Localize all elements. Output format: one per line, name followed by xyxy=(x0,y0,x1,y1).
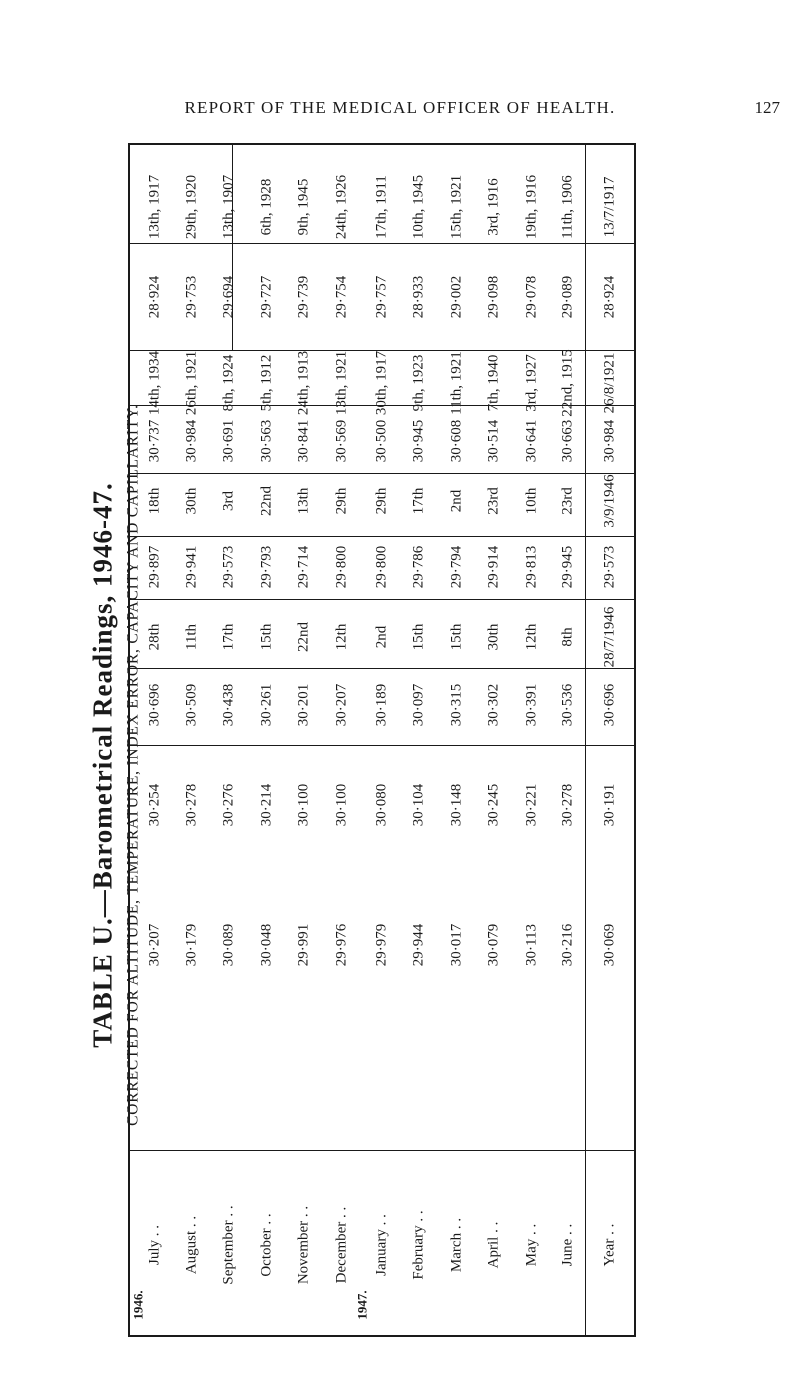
cell-lowest: 29·897 xyxy=(146,545,163,589)
cell-h40_val: 30·514 xyxy=(485,419,502,463)
cell-high_date: 15th xyxy=(410,623,427,651)
cell-month: June . . xyxy=(559,1223,576,1267)
cell-low_date: 29th xyxy=(333,487,350,515)
cell-h40_val: 30·663 xyxy=(559,419,576,463)
cell-highest: 30·696 xyxy=(146,683,163,727)
cell-lowest: 29·945 xyxy=(559,545,576,589)
cell-h40_val: 30·984 xyxy=(183,419,200,463)
page-number: 127 xyxy=(754,98,780,117)
cell-h40_date: 22nd, 1915 xyxy=(559,349,576,417)
cell-l40_val: 29·753 xyxy=(183,275,200,319)
cell-l40_val: 29·739 xyxy=(295,275,312,319)
cell-low_date: 3rd xyxy=(220,491,237,511)
cell-high_date: 22nd xyxy=(295,622,312,652)
cell-h40_val: 30·641 xyxy=(523,419,540,463)
cell-mean: 30·113 xyxy=(523,924,540,966)
cell-month: September . . xyxy=(220,1205,237,1285)
page-header xyxy=(0,98,800,124)
cell-mean: 29·976 xyxy=(333,923,350,967)
cell-high_date: 17th xyxy=(220,623,237,651)
cell-l40_val: 29·089 xyxy=(559,275,576,319)
cell-h40_val: 30·608 xyxy=(448,419,465,463)
cell-mean: 29·991 xyxy=(295,923,312,967)
cell-h40_date: 26th, 1921 xyxy=(183,350,200,416)
cell-lowest: 29·794 xyxy=(448,545,465,589)
year-cell-highest: 30·696 xyxy=(601,683,618,727)
year-cell-lowest: 29·573 xyxy=(601,545,618,589)
cell-lowest: 29·793 xyxy=(258,545,275,589)
cell-l40_date: 10th, 1945 xyxy=(410,174,427,240)
cell-highest: 30·207 xyxy=(333,683,350,727)
cell-l40_date: 19th, 1916 xyxy=(523,174,540,240)
cell-highest: 30·261 xyxy=(258,683,275,727)
cell-mean: 30·179 xyxy=(183,923,200,967)
cell-lowest: 29·786 xyxy=(410,545,427,589)
cell-h40_date: 8th, 1924 xyxy=(220,354,237,412)
cell-low_date: 13th xyxy=(295,487,312,515)
cell-month: February . . xyxy=(410,1210,427,1280)
cell-avg: 30·214 xyxy=(258,783,275,827)
cell-month: December . . xyxy=(333,1206,350,1284)
cell-l40_val: 29·098 xyxy=(485,275,502,319)
cell-h40_date: 30th, 1917 xyxy=(373,350,390,416)
cell-h40_val: 30·569 xyxy=(333,419,350,463)
cell-avg: 30·221 xyxy=(523,783,540,827)
cell-l40_val: 29·757 xyxy=(373,275,390,319)
cell-mean: 30·089 xyxy=(220,923,237,967)
cell-h40_date: 24th, 1913 xyxy=(295,350,312,416)
cell-high_date: 15th xyxy=(448,623,465,651)
cell-h40_val: 30·563 xyxy=(258,419,275,463)
cell-avg: 30·278 xyxy=(183,783,200,827)
cell-avg: 30·278 xyxy=(559,783,576,827)
cell-h40_val: 30·691 xyxy=(220,419,237,463)
cell-month: August . . xyxy=(183,1215,200,1275)
cell-highest: 30·391 xyxy=(523,683,540,727)
cell-l40_val: 28·933 xyxy=(410,275,427,319)
cell-lowest: 29·813 xyxy=(523,545,540,589)
cell-avg: 30·104 xyxy=(410,783,427,827)
cell-month: March . . xyxy=(448,1217,465,1273)
cell-avg: 30·080 xyxy=(373,783,390,827)
cell-h40_date: 11th, 1921 xyxy=(448,351,465,415)
table-subtitle: CORRECTED FOR ALTITUDE, TEMPERATURE, INDEX ERROR, CAPACITY AND CAPILLARITY. xyxy=(124,404,142,1126)
cell-h40_date: 5th, 1912 xyxy=(258,354,275,412)
cell-h40_date: 14th, 1934 xyxy=(146,350,163,416)
year-cell-high_date: 28/7/1946 xyxy=(601,606,618,668)
cell-month: November . . xyxy=(295,1205,312,1285)
cell-h40_val: 30·945 xyxy=(410,419,427,463)
cell-mean: 30·048 xyxy=(258,923,275,967)
cell-l40_val: 29·694 xyxy=(220,275,237,319)
cell-low_date: 17th xyxy=(410,487,427,515)
cell-l40_date: 29th, 1920 xyxy=(183,174,200,240)
cell-h40_date: 13th, 1921 xyxy=(333,350,350,416)
cell-highest: 30·097 xyxy=(410,683,427,727)
cell-high_date: 2nd xyxy=(373,625,390,649)
cell-low_date: 2nd xyxy=(448,489,465,513)
cell-l40_val: 29·754 xyxy=(333,275,350,319)
cell-l40_date: 11th, 1906 xyxy=(559,175,576,239)
cell-low_date: 23rd xyxy=(559,487,576,515)
cell-low_date: 22nd xyxy=(258,486,275,516)
cell-l40_val: 28·924 xyxy=(146,275,163,319)
cell-l40_val: 29·002 xyxy=(448,275,465,319)
cell-h40_val: 30·737 xyxy=(146,419,163,463)
cell-l40_date: 13th, 1917 xyxy=(146,174,163,240)
cell-month: April . . xyxy=(485,1221,502,1269)
cell-avg: 30·100 xyxy=(295,783,312,827)
cell-l40_val: 29·078 xyxy=(523,275,540,319)
cell-h40_date: 9th, 1923 xyxy=(410,354,427,412)
year-cell-l40_date: 13/7/1917 xyxy=(601,176,618,238)
cell-avg: 30·245 xyxy=(485,783,502,827)
year-cell-l40_val: 28·924 xyxy=(601,275,618,319)
cell-l40_date: 13th, 1907 xyxy=(220,174,237,240)
cell-low_date: 29th xyxy=(373,487,390,515)
cell-mean: 29·944 xyxy=(410,923,427,967)
cell-low_date: 23rd xyxy=(485,487,502,515)
cell-highest: 30·189 xyxy=(373,683,390,727)
cell-h40_val: 30·841 xyxy=(295,419,312,463)
cell-h40_date: 7th, 1940 xyxy=(485,354,502,412)
year-cell-low_date: 3/9/1946 xyxy=(601,474,618,528)
cell-l40_date: 6th, 1928 xyxy=(258,178,275,236)
cell-mean: 29·979 xyxy=(373,923,390,967)
cell-month: May . . xyxy=(523,1223,540,1267)
year-cell-avg: 30·191 xyxy=(601,783,618,827)
year-cell-mean: 30·069 xyxy=(601,923,618,967)
year-label-1946: 1946. xyxy=(130,1290,146,1320)
cell-highest: 30·438 xyxy=(220,683,237,727)
cell-lowest: 29·941 xyxy=(183,545,200,589)
cell-avg: 30·148 xyxy=(448,783,465,827)
cell-high_date: 8th xyxy=(559,627,576,647)
year-label-1947: 1947. xyxy=(354,1290,370,1320)
cell-l40_date: 17th, 1911 xyxy=(373,175,390,239)
cell-avg: 30·254 xyxy=(146,783,163,827)
cell-high_date: 28th xyxy=(146,623,163,651)
cell-low_date: 30th xyxy=(183,487,200,515)
cell-low_date: 18th xyxy=(146,487,163,515)
barometrical-readings-table xyxy=(128,143,636,1337)
cell-avg: 30·276 xyxy=(220,783,237,827)
cell-l40_date: 9th, 1945 xyxy=(295,178,312,236)
cell-highest: 30·536 xyxy=(559,683,576,727)
cell-l40_date: 15th, 1921 xyxy=(448,174,465,240)
cell-high_date: 30th xyxy=(485,623,502,651)
page-header-title: REPORT OF THE MEDICAL OFFICER OF HEALTH. xyxy=(184,98,616,117)
cell-high_date: 15th xyxy=(258,623,275,651)
cell-high_date: 12th xyxy=(523,623,540,651)
year-cell-h40_val: 30·984 xyxy=(601,419,618,463)
cell-highest: 30·509 xyxy=(183,683,200,727)
cell-month: July . . xyxy=(146,1224,163,1266)
cell-lowest: 29·800 xyxy=(373,545,390,589)
cell-lowest: 29·914 xyxy=(485,545,502,589)
cell-mean: 30·207 xyxy=(146,923,163,967)
cell-lowest: 29·573 xyxy=(220,545,237,589)
cell-l40_val: 29·727 xyxy=(258,275,275,319)
cell-mean: 30·079 xyxy=(485,923,502,967)
cell-month: January . . xyxy=(373,1214,390,1276)
cell-lowest: 29·714 xyxy=(295,545,312,589)
cell-h40_date: 3rd, 1927 xyxy=(523,354,540,412)
cell-month: October . . xyxy=(258,1213,275,1277)
cell-highest: 30·315 xyxy=(448,683,465,727)
year-cell-h40_date: 26/8/1921 xyxy=(601,352,618,414)
cell-highest: 30·201 xyxy=(295,683,312,727)
cell-l40_date: 3rd, 1916 xyxy=(485,178,502,236)
cell-highest: 30·302 xyxy=(485,683,502,727)
table-title: TABLE U.—Barometrical Readings, 1946-47. xyxy=(87,482,118,1048)
cell-low_date: 10th xyxy=(523,487,540,515)
cell-h40_val: 30·500 xyxy=(373,419,390,463)
cell-mean: 30·017 xyxy=(448,923,465,967)
cell-mean: 30·216 xyxy=(559,923,576,967)
cell-l40_date: 24th, 1926 xyxy=(333,174,350,240)
cell-high_date: 11th xyxy=(183,623,200,651)
year-cell-month: Year . . xyxy=(601,1223,618,1267)
cell-high_date: 12th xyxy=(333,623,350,651)
cell-avg: 30·100 xyxy=(333,783,350,827)
cell-lowest: 29·800 xyxy=(333,545,350,589)
